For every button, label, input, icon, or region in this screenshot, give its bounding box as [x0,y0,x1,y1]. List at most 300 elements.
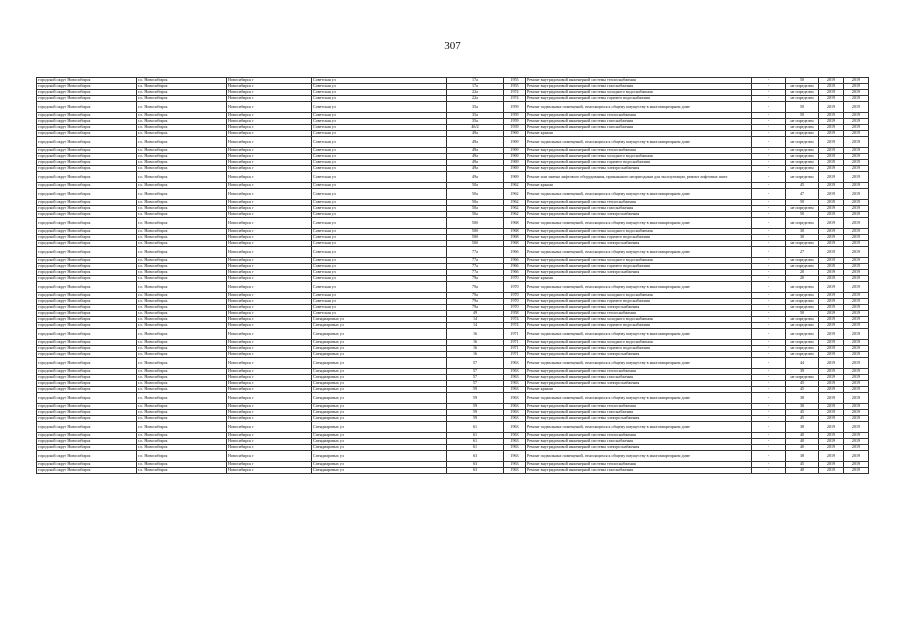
municipality-cell: городской округ Новосибирск [37,404,137,410]
district-cell: г.о. Новосибирск [137,270,227,276]
city-cell: Новосибирск г [227,154,312,160]
placeholder-cell: - [752,154,786,160]
house-number-cell: 77а [447,258,504,264]
municipality-cell: городской округ Новосибирск [37,375,137,381]
municipality-cell: городской округ Новосибирск [37,410,137,416]
district-cell: г.о. Новосибирск [137,113,227,119]
work-type-cell: Ремонт внутридомовой инженерной системы горячего водоснабжения [526,299,752,305]
house-number-cell: 57 [447,381,504,387]
start-year-cell: 2019 [819,317,844,323]
street-cell: Советская ул [312,90,447,96]
build-year-cell: 1969 [504,137,526,148]
district-cell: г.о. Новосибирск [137,299,227,305]
work-type-cell: Ремонт внутридомовой инженерной системы холодного водоснабжения [526,317,752,323]
district-cell: г.о. Новосибирск [137,78,227,84]
city-cell: Новосибирск г [227,340,312,346]
district-cell: г.о. Новосибирск [137,451,227,462]
cost-cell: 45 [786,462,819,468]
district-cell: г.о. Новосибирск [137,166,227,172]
table-row [37,247,869,258]
build-year-cell: 1963 [504,422,526,433]
district-cell: г.о. Новосибирск [137,433,227,439]
house-number-cell: 50б [447,241,504,247]
work-type-cell: Ремонт внутридомовой инженерной системы теплоснабжения [526,369,752,375]
city-cell: Новосибирск г [227,148,312,154]
start-year-cell: 2019 [819,113,844,119]
placeholder-cell: - [752,125,786,131]
district-cell: г.о. Новосибирск [137,96,227,102]
work-type-cell: Ремонт внутридомовой инженерной системы электроснабжения [526,212,752,218]
start-year-cell: 2019 [819,148,844,154]
repair-register-table [36,77,869,474]
district-cell: г.о. Новосибирск [137,276,227,282]
city-cell: Новосибирск г [227,381,312,387]
work-type-cell: Ремонт внутридомовой инженерной системы газоснабжения [526,410,752,416]
street-cell: Советская ул [312,137,447,148]
end-year-cell: 2019 [844,131,869,137]
cost-cell: 30 [786,229,819,235]
district-cell: г.о. Новосибирск [137,119,227,125]
street-cell: Советская ул [312,212,447,218]
work-type-cell: Ремонт внутридомовой инженерной системы холодного водоснабжения [526,154,752,160]
start-year-cell: 2019 [819,358,844,369]
end-year-cell: 2019 [844,183,869,189]
table-row [37,451,869,462]
municipality-cell: городской округ Новосибирск [37,241,137,247]
street-cell: Спендиаровых ул [312,352,447,358]
house-number-cell: 50а [447,189,504,200]
municipality-cell: городской округ Новосибирск [37,119,137,125]
placeholder-cell: - [752,422,786,433]
placeholder-cell: - [752,270,786,276]
placeholder-cell: - [752,462,786,468]
street-cell: Советская ул [312,113,447,119]
district-cell: г.о. Новосибирск [137,258,227,264]
street-cell: Спендиаровых ул [312,445,447,451]
municipality-cell: городской округ Новосибирск [37,451,137,462]
street-cell: Спендиаровых ул [312,340,447,346]
street-cell: Спендиаровых ул [312,462,447,468]
street-cell: Советская ул [312,229,447,235]
start-year-cell: 2019 [819,468,844,474]
start-year-cell: 2019 [819,206,844,212]
work-type-cell: Ремонт внутридомовой инженерной системы теплоснабжения [526,311,752,317]
work-type-cell: Ремонт внутридомовой инженерной системы теплоснабжения [526,404,752,410]
start-year-cell: 2019 [819,183,844,189]
placeholder-cell: - [752,381,786,387]
city-cell: Новосибирск г [227,468,312,474]
end-year-cell: 2019 [844,137,869,148]
cost-cell: 40 [786,433,819,439]
end-year-cell: 2019 [844,346,869,352]
start-year-cell: 2019 [819,229,844,235]
cost-cell: не определен [786,375,819,381]
cost-cell: не определен [786,154,819,160]
start-year-cell: 2019 [819,381,844,387]
city-cell: Новосибирск г [227,451,312,462]
start-year-cell: 2019 [819,78,844,84]
district-cell: г.о. Новосибирск [137,247,227,258]
start-year-cell: 2019 [819,305,844,311]
placeholder-cell: - [752,160,786,166]
work-type-cell: Ремонт подвальных помещений, относящихся к общему имуществу в многоквартирном доме [526,247,752,258]
placeholder-cell: - [752,90,786,96]
build-year-cell: 1939 [504,125,526,131]
end-year-cell: 2019 [844,422,869,433]
placeholder-cell: - [752,393,786,404]
municipality-cell: городской округ Новосибирск [37,346,137,352]
municipality-cell: городской округ Новосибирск [37,358,137,369]
build-year-cell: 1955 [504,84,526,90]
placeholder-cell: - [752,439,786,445]
work-type-cell: Ремонт внутридомовой инженерной системы теплоснабжения [526,433,752,439]
work-type-cell: Ремонт внутридомовой инженерной системы теплоснабжения [526,148,752,154]
street-cell: Советская ул [312,166,447,172]
cost-cell: не определен [786,172,819,183]
work-type-cell: Ремонт крыши [526,183,752,189]
work-type-cell: Ремонт внутридомовой инженерной системы холодного водоснабжения [526,229,752,235]
build-year-cell: 1971 [504,346,526,352]
cost-cell: 20 [786,270,819,276]
start-year-cell: 2019 [819,422,844,433]
build-year-cell: 1959 [504,119,526,125]
work-type-cell: Ремонт внутридомовой инженерной системы электроснабжения [526,305,752,311]
build-year-cell: 1963 [504,381,526,387]
municipality-cell: городской округ Новосибирск [37,468,137,474]
municipality-cell: городской округ Новосибирск [37,299,137,305]
start-year-cell: 2019 [819,346,844,352]
municipality-cell: городской округ Новосибирск [37,317,137,323]
end-year-cell: 2019 [844,102,869,113]
city-cell: Новосибирск г [227,102,312,113]
house-number-cell: 49а [447,148,504,154]
street-cell: Спендиаровых ул [312,358,447,369]
cost-cell: не определен [786,148,819,154]
work-type-cell: Ремонт внутридомовой инженерной системы газоснабжения [526,206,752,212]
house-number-cell: 50б [447,235,504,241]
build-year-cell: 1963 [504,416,526,422]
municipality-cell: городской округ Новосибирск [37,433,137,439]
table-row [37,329,869,340]
district-cell: г.о. Новосибирск [137,148,227,154]
city-cell: Новосибирск г [227,90,312,96]
placeholder-cell: - [752,212,786,218]
municipality-cell: городской округ Новосибирск [37,160,137,166]
start-year-cell: 2019 [819,410,844,416]
placeholder-cell: - [752,218,786,229]
end-year-cell: 2019 [844,439,869,445]
district-cell: г.о. Новосибирск [137,264,227,270]
build-year-cell: 1963 [504,439,526,445]
table-body [37,78,869,474]
table-row [37,282,869,293]
cost-cell: не определен [786,131,819,137]
end-year-cell: 2019 [844,293,869,299]
placeholder-cell: - [752,451,786,462]
work-type-cell: Ремонт внутридомовой инженерной системы электроснабжения [526,166,752,172]
placeholder-cell: - [752,445,786,451]
placeholder-cell: - [752,329,786,340]
cost-cell: не определен [786,352,819,358]
house-number-cell: 79а [447,276,504,282]
street-cell: Спендиаровых ул [312,416,447,422]
house-number-cell: 59 [447,393,504,404]
build-year-cell: 1969 [504,166,526,172]
build-year-cell: 1963 [504,358,526,369]
cost-cell: 45 [786,416,819,422]
district-cell: г.о. Новосибирск [137,439,227,445]
placeholder-cell: - [752,352,786,358]
district-cell: г.о. Новосибирск [137,102,227,113]
start-year-cell: 2019 [819,276,844,282]
city-cell: Новосибирск г [227,160,312,166]
build-year-cell: 1963 [504,433,526,439]
district-cell: г.о. Новосибирск [137,445,227,451]
district-cell: г.о. Новосибирск [137,352,227,358]
cost-cell: 38 [786,422,819,433]
district-cell: г.о. Новосибирск [137,340,227,346]
end-year-cell: 2019 [844,352,869,358]
cost-cell: 45 [786,410,819,416]
build-year-cell: 1962 [504,189,526,200]
house-number-cell: 63 [447,462,504,468]
end-year-cell: 2019 [844,340,869,346]
cost-cell: не определен [786,258,819,264]
table-row [37,137,869,148]
work-type-cell: Ремонт внутридомовой инженерной системы горячего водоснабжения [526,346,752,352]
street-cell: Спендиаровых ул [312,323,447,329]
city-cell: Новосибирск г [227,235,312,241]
district-cell: г.о. Новосибирск [137,416,227,422]
city-cell: Новосибирск г [227,166,312,172]
house-number-cell: 49а [447,131,504,137]
start-year-cell: 2019 [819,387,844,393]
end-year-cell: 2019 [844,96,869,102]
city-cell: Новосибирск г [227,439,312,445]
cost-cell: 40 [786,445,819,451]
cost-cell: 50 [786,113,819,119]
cost-cell: не определен [786,125,819,131]
placeholder-cell: - [752,433,786,439]
start-year-cell: 2019 [819,102,844,113]
end-year-cell: 2019 [844,247,869,258]
district-cell: г.о. Новосибирск [137,404,227,410]
house-number-cell: 46/2 [447,125,504,131]
work-type-cell: Ремонт внутридомовой инженерной системы газоснабжения [526,439,752,445]
end-year-cell: 2019 [844,404,869,410]
house-number-cell: 79а [447,282,504,293]
cost-cell: 39 [786,369,819,375]
municipality-cell: городской округ Новосибирск [37,229,137,235]
district-cell: г.о. Новосибирск [137,154,227,160]
build-year-cell: 1962 [504,200,526,206]
end-year-cell: 2019 [844,299,869,305]
street-cell: Спендиаровых ул [312,451,447,462]
placeholder-cell: - [752,102,786,113]
build-year-cell: 1971 [504,329,526,340]
start-year-cell: 2019 [819,189,844,200]
city-cell: Новосибирск г [227,410,312,416]
city-cell: Новосибирск г [227,282,312,293]
house-number-cell: 61 [447,445,504,451]
house-number-cell: 57 [447,358,504,369]
district-cell: г.о. Новосибирск [137,369,227,375]
build-year-cell: 1966 [504,264,526,270]
house-number-cell: 49а [447,154,504,160]
house-number-cell: 49а [447,137,504,148]
end-year-cell: 2019 [844,270,869,276]
cost-cell: не определен [786,166,819,172]
placeholder-cell: - [752,131,786,137]
city-cell: Новосибирск г [227,119,312,125]
start-year-cell: 2019 [819,154,844,160]
build-year-cell: 1968 [504,229,526,235]
municipality-cell: городской округ Новосибирск [37,247,137,258]
house-number-cell: 16 [447,340,504,346]
placeholder-cell: - [752,113,786,119]
build-year-cell: 1970 [504,293,526,299]
table-row [37,468,869,474]
street-cell: Советская ул [312,172,447,183]
district-cell: г.о. Новосибирск [137,235,227,241]
city-cell: Новосибирск г [227,247,312,258]
build-year-cell: 1963 [504,410,526,416]
end-year-cell: 2019 [844,410,869,416]
district-cell: г.о. Новосибирск [137,90,227,96]
table-row [37,393,869,404]
start-year-cell: 2019 [819,393,844,404]
placeholder-cell: - [752,183,786,189]
municipality-cell: городской округ Новосибирск [37,352,137,358]
cost-cell: не определен [786,282,819,293]
house-number-cell: 16 [447,346,504,352]
end-year-cell: 2019 [844,445,869,451]
placeholder-cell: - [752,235,786,241]
work-type-cell: Ремонт крыши [526,387,752,393]
municipality-cell: городской округ Новосибирск [37,381,137,387]
start-year-cell: 2019 [819,258,844,264]
placeholder-cell: - [752,148,786,154]
end-year-cell: 2019 [844,148,869,154]
placeholder-cell: - [752,241,786,247]
municipality-cell: городской округ Новосибирск [37,439,137,445]
end-year-cell: 2019 [844,416,869,422]
cost-cell: не определен [786,346,819,352]
street-cell: Советская ул [312,189,447,200]
municipality-cell: городской округ Новосибирск [37,293,137,299]
city-cell: Новосибирск г [227,212,312,218]
build-year-cell: 1963 [504,468,526,474]
work-type-cell: Ремонт внутридомовой инженерной системы холодного водоснабжения [526,90,752,96]
municipality-cell: городской округ Новосибирск [37,422,137,433]
build-year-cell: 1963 [504,404,526,410]
placeholder-cell: - [752,96,786,102]
municipality-cell: городской округ Новосибирск [37,218,137,229]
placeholder-cell: - [752,137,786,148]
house-number-cell: 79а [447,299,504,305]
work-type-cell: Ремонт внутридомовой инженерной системы газоснабжения [526,468,752,474]
end-year-cell: 2019 [844,78,869,84]
build-year-cell: 1966 [504,258,526,264]
placeholder-cell: - [752,358,786,369]
cost-cell: не определен [786,329,819,340]
start-year-cell: 2019 [819,299,844,305]
end-year-cell: 2019 [844,160,869,166]
district-cell: г.о. Новосибирск [137,393,227,404]
municipality-cell: городской округ Новосибирск [37,148,137,154]
end-year-cell: 2019 [844,276,869,282]
district-cell: г.о. Новосибирск [137,84,227,90]
start-year-cell: 2019 [819,323,844,329]
city-cell: Новосибирск г [227,172,312,183]
end-year-cell: 2019 [844,258,869,264]
work-type-cell: Ремонт внутридомовой инженерной системы электроснабжения [526,445,752,451]
work-type-cell: Ремонт внутридомовой инженерной системы газоснабжения [526,125,752,131]
city-cell: Новосибирск г [227,323,312,329]
placeholder-cell: - [752,166,786,172]
work-type-cell: Ремонт внутридомовой инженерной системы горячего водоснабжения [526,96,752,102]
build-year-cell: 1963 [504,369,526,375]
house-number-cell: 17а [447,84,504,90]
build-year-cell: 1971 [504,352,526,358]
build-year-cell: 1963 [504,445,526,451]
district-cell: г.о. Новосибирск [137,468,227,474]
street-cell: Советская ул [312,258,447,264]
house-number-cell: 49а [447,172,504,183]
house-number-cell: 59 [447,410,504,416]
street-cell: Спендиаровых ул [312,410,447,416]
district-cell: г.о. Новосибирск [137,218,227,229]
table-row [37,189,869,200]
city-cell: Новосибирск г [227,229,312,235]
start-year-cell: 2019 [819,439,844,445]
build-year-cell: 1969 [504,172,526,183]
work-type-cell: Ремонт внутридомовой инженерной системы электроснабжения [526,270,752,276]
house-number-cell: 14 [447,317,504,323]
city-cell: Новосибирск г [227,264,312,270]
start-year-cell: 2019 [819,218,844,229]
end-year-cell: 2019 [844,375,869,381]
district-cell: г.о. Новосибирск [137,131,227,137]
municipality-cell: городской округ Новосибирск [37,137,137,148]
city-cell: Новосибирск г [227,113,312,119]
city-cell: Новосибирск г [227,299,312,305]
cost-cell: 50 [786,200,819,206]
start-year-cell: 2019 [819,352,844,358]
cost-cell: не определен [786,119,819,125]
build-year-cell: 1959 [504,102,526,113]
start-year-cell: 2019 [819,369,844,375]
cost-cell: 45 [786,183,819,189]
start-year-cell: 2019 [819,416,844,422]
street-cell: Советская ул [312,235,447,241]
house-number-cell: 50б [447,229,504,235]
start-year-cell: 2019 [819,270,844,276]
city-cell: Новосибирск г [227,276,312,282]
municipality-cell: городской округ Новосибирск [37,393,137,404]
district-cell: г.о. Новосибирск [137,387,227,393]
start-year-cell: 2019 [819,125,844,131]
street-cell: Спендиаровых ул [312,381,447,387]
start-year-cell: 2019 [819,264,844,270]
placeholder-cell: - [752,387,786,393]
table-row [37,358,869,369]
municipality-cell: городской округ Новосибирск [37,340,137,346]
street-cell: Спендиаровых ул [312,433,447,439]
end-year-cell: 2019 [844,84,869,90]
house-number-cell: 63 [447,451,504,462]
street-cell: Спендиаровых ул [312,375,447,381]
